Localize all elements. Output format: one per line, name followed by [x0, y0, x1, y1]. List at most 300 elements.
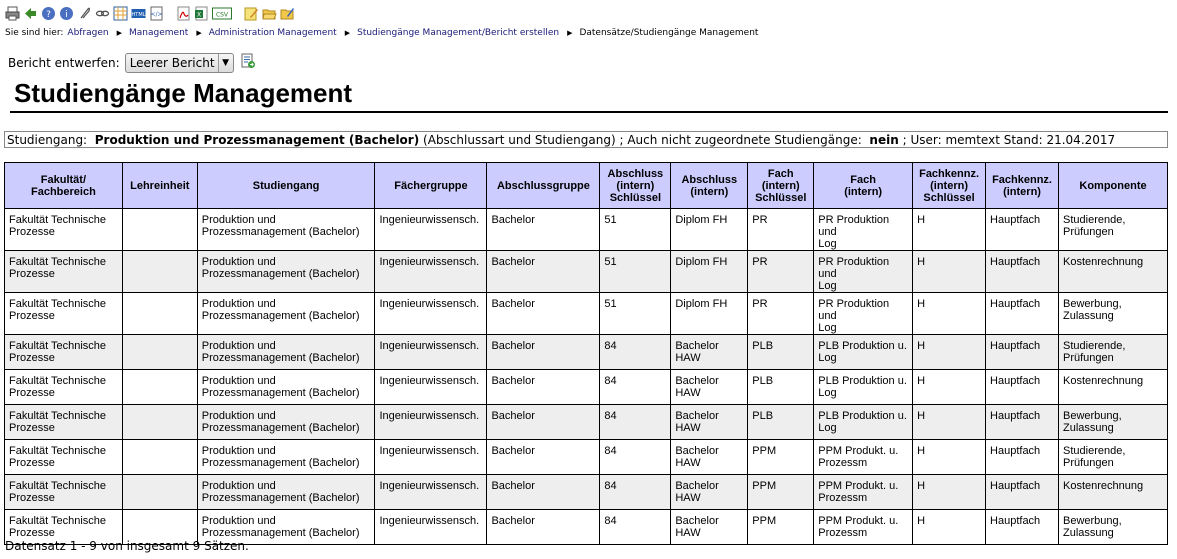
column-header-label: Fachkennz.: [919, 167, 979, 180]
cell-text: Bewerbung,: [1063, 298, 1122, 310]
cell-text: Fakultät Technische: [9, 445, 107, 457]
table-row: [5, 475, 1168, 510]
edit-icon[interactable]: [244, 6, 259, 21]
table-cell: [1059, 293, 1168, 335]
cell-text: Bachelor: [491, 256, 535, 268]
column-header-label: Abschluss: [607, 167, 664, 180]
cell-text: Log: [818, 387, 837, 399]
table-cell: [913, 370, 986, 405]
cell-text: Bachelor: [491, 214, 535, 226]
cell-text: Prozessmanagement (Bachelor): [201, 527, 360, 539]
table-cell: [913, 510, 986, 545]
folder-open-icon[interactable]: [262, 6, 277, 21]
breadcrumb-current: Datensätze/Studiengänge Management: [579, 28, 759, 38]
cell-text: Prozesse: [9, 387, 55, 399]
excel-icon[interactable]: [194, 6, 209, 21]
table-row: [5, 209, 1168, 251]
table-cell: [748, 370, 814, 405]
cell-text: Diplom FH: [675, 298, 728, 310]
cell-text: Bachelor: [491, 298, 535, 310]
filter-info-box: [4, 131, 1168, 148]
column-header-label: Komponente: [1079, 179, 1147, 192]
cell-text: Bachelor: [675, 410, 719, 422]
svg-text:</>: </>: [150, 10, 163, 18]
back-icon[interactable]: [23, 6, 38, 21]
table-cell: [986, 251, 1059, 293]
table-cell: [986, 335, 1059, 370]
cell-text: Fakultät Technische: [9, 256, 107, 268]
column-header[interactable]: [600, 163, 671, 209]
cell-text: Log: [818, 322, 837, 334]
column-header[interactable]: [122, 163, 197, 209]
info-user-stand: ; User: memtext Stand: 21.04.2017: [902, 133, 1116, 147]
column-header-label: (intern): [844, 185, 883, 198]
chevron-down-icon: ▼: [218, 54, 233, 72]
cell-text: 84: [604, 515, 617, 527]
cell-text: Kostenrechnung: [1063, 375, 1144, 387]
table-cell: [375, 370, 487, 405]
cell-text: PR: [752, 214, 768, 226]
svg-text:X: X: [196, 11, 202, 18]
cell-text: H: [917, 214, 926, 226]
csv-icon[interactable]: [212, 6, 232, 21]
cell-text: Prozesse: [9, 352, 55, 364]
table-cell: [375, 251, 487, 293]
cell-text: Zulassung: [1063, 422, 1114, 434]
table-cell: [1059, 335, 1168, 370]
cell-text: Bewerbung,: [1063, 515, 1122, 527]
cell-text: H: [917, 445, 926, 457]
table-cell: [748, 510, 814, 545]
cell-text: Zulassung: [1063, 310, 1114, 322]
cell-text: Prozessmanagement (Bachelor): [201, 310, 360, 322]
info-icon[interactable]: [59, 6, 74, 21]
table-cell: [814, 370, 913, 405]
report-design-row: [8, 53, 256, 73]
cell-text: HAW: [675, 422, 701, 434]
cell-text: Bachelor: [491, 340, 535, 352]
column-header[interactable]: [1059, 163, 1168, 209]
cell-text: Bachelor: [675, 445, 719, 457]
table-cell: [814, 510, 913, 545]
table-cell: [487, 335, 600, 370]
data-table: [4, 162, 1168, 545]
cell-text: Bachelor: [491, 410, 535, 422]
column-header-label: Schlüssel: [923, 191, 975, 204]
cell-text: Zulassung: [1063, 527, 1114, 539]
cell-text: HAW: [675, 492, 701, 504]
table-cell: [986, 440, 1059, 475]
column-header-label: Fach: [767, 167, 794, 180]
breadcrumb-arrow-icon: ▶: [567, 29, 573, 37]
cell-text: 84: [604, 340, 617, 352]
report-select[interactable]: [125, 53, 234, 73]
table-cell: [1059, 510, 1168, 545]
cell-text: PLB: [752, 340, 774, 352]
table-cell: [986, 475, 1059, 510]
breadcrumb-item-abfragen[interactable]: Abfragen: [67, 28, 109, 38]
cell-text: 51: [604, 214, 617, 226]
table-row: [5, 440, 1168, 475]
table-cell: [122, 209, 197, 251]
pdf-icon[interactable]: [176, 6, 191, 21]
table-cell: [122, 405, 197, 440]
table-cell: [5, 440, 123, 475]
table-cell: [600, 335, 671, 370]
info-studiengang-value: Produktion und Prozessmanagement (Bachelor): [94, 133, 420, 147]
table-cell: [375, 335, 487, 370]
column-header[interactable]: [748, 163, 814, 209]
cell-text: Ingenieurwissensch.: [379, 410, 480, 422]
column-header[interactable]: [487, 163, 600, 209]
table-cell: [122, 293, 197, 335]
cell-text: Hauptfach: [990, 298, 1041, 310]
report-go-icon[interactable]: [240, 53, 256, 69]
link-icon[interactable]: [95, 6, 110, 21]
table-cell: [122, 251, 197, 293]
cell-text: Ingenieurwissensch.: [379, 214, 480, 226]
cell-text: Prozessmanagement (Bachelor): [201, 352, 360, 364]
cell-text: Prozessm: [818, 457, 868, 469]
table-header-row: [5, 163, 1168, 209]
cell-text: PLB Produktion u.: [818, 340, 907, 352]
table-cell: [487, 440, 600, 475]
cell-text: Bachelor: [675, 340, 719, 352]
cell-text: Kostenrechnung: [1063, 256, 1144, 268]
table-cell: [5, 293, 123, 335]
html-icon[interactable]: [131, 6, 146, 21]
cell-text: Hauptfach: [990, 340, 1041, 352]
cell-text: Prozesse: [9, 422, 55, 434]
info-label: Studiengang:: [7, 133, 88, 147]
info-text: (Abschlussart und Studiengang) ; Auch nicht zugeordnete Studiengänge:: [423, 133, 862, 147]
cell-text: Ingenieurwissensch.: [379, 298, 480, 310]
cell-text: HAW: [675, 457, 701, 469]
cell-text: Prozesse: [9, 457, 55, 469]
cell-text: Studierende,: [1063, 340, 1126, 352]
cell-text: Hauptfach: [990, 214, 1041, 226]
table-row: [5, 335, 1168, 370]
cell-text: H: [917, 298, 926, 310]
cell-text: Fakultät Technische: [9, 515, 107, 527]
report-select-value: Leerer Bericht: [129, 56, 215, 70]
table-cell: [913, 293, 986, 335]
cell-text: Fakultät Technische: [9, 214, 107, 226]
svg-text:i: i: [65, 9, 68, 20]
cell-text: Prozessmanagement (Bachelor): [201, 422, 360, 434]
cell-text: Ingenieurwissensch.: [379, 256, 480, 268]
cell-text: H: [917, 410, 926, 422]
column-header-label: (intern): [616, 179, 655, 192]
breadcrumb-item-bericht-erstellen[interactable]: Studiengänge Management/Bericht erstellen: [357, 28, 560, 38]
cell-text: H: [917, 375, 926, 387]
column-header-label: (intern): [1003, 185, 1041, 198]
cell-text: Hauptfach: [990, 515, 1041, 527]
table-cell: [600, 251, 671, 293]
cell-text: PPM: [752, 445, 777, 457]
table-cell: [671, 405, 748, 440]
cell-text: H: [917, 340, 926, 352]
cell-text: 84: [604, 375, 617, 387]
table-cell: [671, 510, 748, 545]
column-header-label: Fachkennz.: [992, 173, 1052, 186]
cell-text: PLB Produktion u.: [818, 410, 907, 422]
table-cell: [748, 209, 814, 251]
table-cell: [748, 335, 814, 370]
table-cell: [913, 440, 986, 475]
table-cell: [197, 209, 375, 251]
cell-text: Diplom FH: [675, 214, 728, 226]
cell-text: H: [917, 480, 926, 492]
cell-text: Produktion und: [201, 445, 276, 457]
column-header[interactable]: [913, 163, 986, 209]
table-cell: [487, 510, 600, 545]
cell-text: Produktion und: [201, 375, 276, 387]
cell-text: Studierende,: [1063, 445, 1126, 457]
column-header[interactable]: [5, 163, 123, 209]
cell-text: PPM Produkt. u.: [818, 515, 899, 527]
table-icon[interactable]: [113, 6, 128, 21]
table-cell: [748, 405, 814, 440]
cell-text: Fakultät Technische: [9, 298, 107, 310]
column-header-label: Lehreinheit: [130, 179, 190, 192]
table-cell: [600, 209, 671, 251]
table-cell: [748, 440, 814, 475]
cell-text: Produktion und: [201, 515, 276, 527]
column-header-label: Schlüssel: [755, 191, 807, 204]
cell-text: Log: [818, 352, 837, 364]
table-row: [5, 293, 1168, 335]
table-cell: [197, 475, 375, 510]
table-cell: [913, 209, 986, 251]
table-cell: [671, 293, 748, 335]
cell-text: PLB: [752, 375, 774, 387]
cell-text: PR Produktion und: [818, 256, 890, 280]
record-count: Datensatz 1 - 9 von insgesamt 9 Sätzen.: [5, 539, 249, 553]
cell-text: Prüfungen: [1063, 457, 1114, 469]
table-row: [5, 405, 1168, 440]
table-cell: [986, 370, 1059, 405]
table-cell: [600, 475, 671, 510]
cell-text: PR Produktion und: [818, 214, 890, 238]
table-cell: [487, 405, 600, 440]
cell-text: Log: [818, 238, 837, 250]
cell-text: Prozessmanagement (Bachelor): [201, 268, 360, 280]
help-icon[interactable]: [41, 6, 56, 21]
table-cell: [814, 209, 913, 251]
column-header-label: Studiengang: [252, 179, 320, 192]
breadcrumb-item-administration[interactable]: Administration Management: [208, 28, 337, 38]
cell-text: Produktion und: [201, 214, 276, 226]
column-header[interactable]: [814, 163, 913, 209]
print-icon[interactable]: [5, 6, 20, 21]
cell-text: HAW: [675, 387, 701, 399]
table-cell: [197, 335, 375, 370]
breadcrumb-arrow-icon: ▶: [116, 29, 123, 37]
column-header-label: Fachbereich: [30, 185, 96, 198]
table-cell: [487, 209, 600, 251]
cell-text: Bachelor: [675, 515, 719, 527]
table-cell: [814, 251, 913, 293]
table-cell: [748, 293, 814, 335]
svg-text:HTML: HTML: [131, 11, 146, 18]
table-cell: [122, 335, 197, 370]
cell-text: Bachelor: [491, 480, 535, 492]
cell-text: 84: [604, 480, 617, 492]
svg-text:?: ?: [46, 9, 51, 20]
table-cell: [487, 370, 600, 405]
table-cell: [375, 510, 487, 545]
cell-text: Prozesse: [9, 226, 55, 238]
cell-text: Bachelor: [675, 480, 719, 492]
table-cell: [1059, 209, 1168, 251]
breadcrumb: [5, 28, 758, 38]
table-cell: [375, 475, 487, 510]
table-cell: [5, 405, 123, 440]
table-cell: [487, 475, 600, 510]
cell-text: Bachelor: [491, 445, 535, 457]
table-cell: [600, 440, 671, 475]
table-cell: [986, 405, 1059, 440]
info-unassigned-value: nein: [869, 133, 899, 147]
column-header-label: Abschluss: [681, 173, 738, 186]
cell-text: 51: [604, 298, 617, 310]
cell-text: Prüfungen: [1063, 352, 1114, 364]
cell-text: Prozessmanagement (Bachelor): [201, 387, 360, 399]
cell-text: Hauptfach: [990, 410, 1041, 422]
table-cell: [1059, 405, 1168, 440]
column-header-label: Fächergruppe: [394, 179, 468, 192]
cell-text: Hauptfach: [990, 445, 1041, 457]
breadcrumb-arrow-icon: ▶: [344, 29, 351, 37]
table-cell: [375, 405, 487, 440]
cell-text: 84: [604, 445, 617, 457]
cell-text: Prozessm: [818, 527, 868, 539]
column-header[interactable]: [986, 163, 1059, 209]
svg-text:CSV: CSV: [215, 11, 229, 18]
table-cell: [487, 251, 600, 293]
cell-text: PR: [752, 256, 768, 268]
table-cell: [986, 209, 1059, 251]
table-cell: [814, 440, 913, 475]
cell-text: Prozesse: [9, 492, 55, 504]
table-cell: [671, 209, 748, 251]
page-title: Studiengänge Management: [10, 78, 1168, 113]
cell-text: Produktion und: [201, 298, 276, 310]
table-cell: [748, 251, 814, 293]
cell-text: Log: [818, 422, 837, 434]
cell-text: Ingenieurwissensch.: [379, 515, 480, 527]
column-header-label: Abschlussgruppe: [496, 179, 590, 192]
table-cell: [814, 293, 913, 335]
column-header-label: Fakultät/: [40, 173, 87, 186]
cell-text: Hauptfach: [990, 375, 1041, 387]
table-cell: [671, 251, 748, 293]
table-cell: [748, 475, 814, 510]
column-header[interactable]: [671, 163, 748, 209]
table-cell: [913, 335, 986, 370]
column-header-label: (intern): [761, 179, 800, 192]
report-design-label: Bericht entwerfen:: [8, 56, 120, 70]
table-cell: [197, 370, 375, 405]
cell-text: Log: [818, 280, 837, 292]
table-cell: [671, 370, 748, 405]
table-cell: [1059, 370, 1168, 405]
cell-text: Produktion und: [201, 256, 276, 268]
cell-text: PR Produktion und: [818, 298, 890, 322]
table-row: [5, 251, 1168, 293]
cell-text: Studierende,: [1063, 214, 1126, 226]
table-cell: [913, 405, 986, 440]
breadcrumb-prefix: Sie sind hier:: [5, 28, 64, 38]
attach-icon[interactable]: [77, 6, 92, 21]
column-header[interactable]: [375, 163, 487, 209]
cell-text: 84: [604, 410, 617, 422]
cell-text: Ingenieurwissensch.: [379, 340, 480, 352]
column-header-label: (intern): [690, 185, 729, 198]
column-header[interactable]: [197, 163, 375, 209]
cell-text: Fakultät Technische: [9, 340, 107, 352]
table-cell: [5, 475, 123, 510]
cell-text: PLB: [752, 410, 774, 422]
cell-text: Diplom FH: [675, 256, 728, 268]
table-cell: [600, 293, 671, 335]
table-cell: [197, 405, 375, 440]
cell-text: Bachelor: [491, 515, 535, 527]
column-header-label: Fach: [850, 173, 876, 186]
cell-text: Bachelor: [491, 375, 535, 387]
cell-text: Bewerbung,: [1063, 410, 1122, 422]
cell-text: Prozesse: [9, 268, 55, 280]
table-cell: [814, 335, 913, 370]
cell-text: PR: [752, 298, 768, 310]
table-cell: [913, 251, 986, 293]
cell-text: H: [917, 515, 926, 527]
table-cell: [375, 209, 487, 251]
table-cell: [600, 370, 671, 405]
cell-text: Prozessmanagement (Bachelor): [201, 492, 360, 504]
cell-text: Produktion und: [201, 340, 276, 352]
table-cell: [5, 209, 123, 251]
breadcrumb-item-management[interactable]: Management: [129, 28, 189, 38]
cell-text: Prozessmanagement (Bachelor): [201, 226, 360, 238]
column-header-label: (intern): [930, 179, 968, 192]
table-cell: [671, 440, 748, 475]
table-cell: [197, 251, 375, 293]
table-cell: [375, 293, 487, 335]
xml-icon[interactable]: [149, 6, 164, 21]
cell-text: H: [917, 256, 926, 268]
table-cell: [1059, 475, 1168, 510]
table-cell: [913, 475, 986, 510]
folder-edit-icon[interactable]: [280, 6, 295, 21]
table-cell: [1059, 251, 1168, 293]
cell-text: HAW: [675, 527, 701, 539]
cell-text: Ingenieurwissensch.: [379, 445, 480, 457]
cell-text: Kostenrechnung: [1063, 480, 1144, 492]
cell-text: Fakultät Technische: [9, 410, 107, 422]
table-cell: [197, 293, 375, 335]
table-cell: [814, 475, 913, 510]
table-cell: [986, 510, 1059, 545]
cell-text: PPM Produkt. u.: [818, 445, 899, 457]
cell-text: PLB Produktion u.: [818, 375, 907, 387]
table-row: [5, 370, 1168, 405]
cell-text: Ingenieurwissensch.: [379, 480, 480, 492]
cell-text: Bachelor: [675, 375, 719, 387]
toolbar: [5, 4, 295, 22]
table-cell: [600, 405, 671, 440]
